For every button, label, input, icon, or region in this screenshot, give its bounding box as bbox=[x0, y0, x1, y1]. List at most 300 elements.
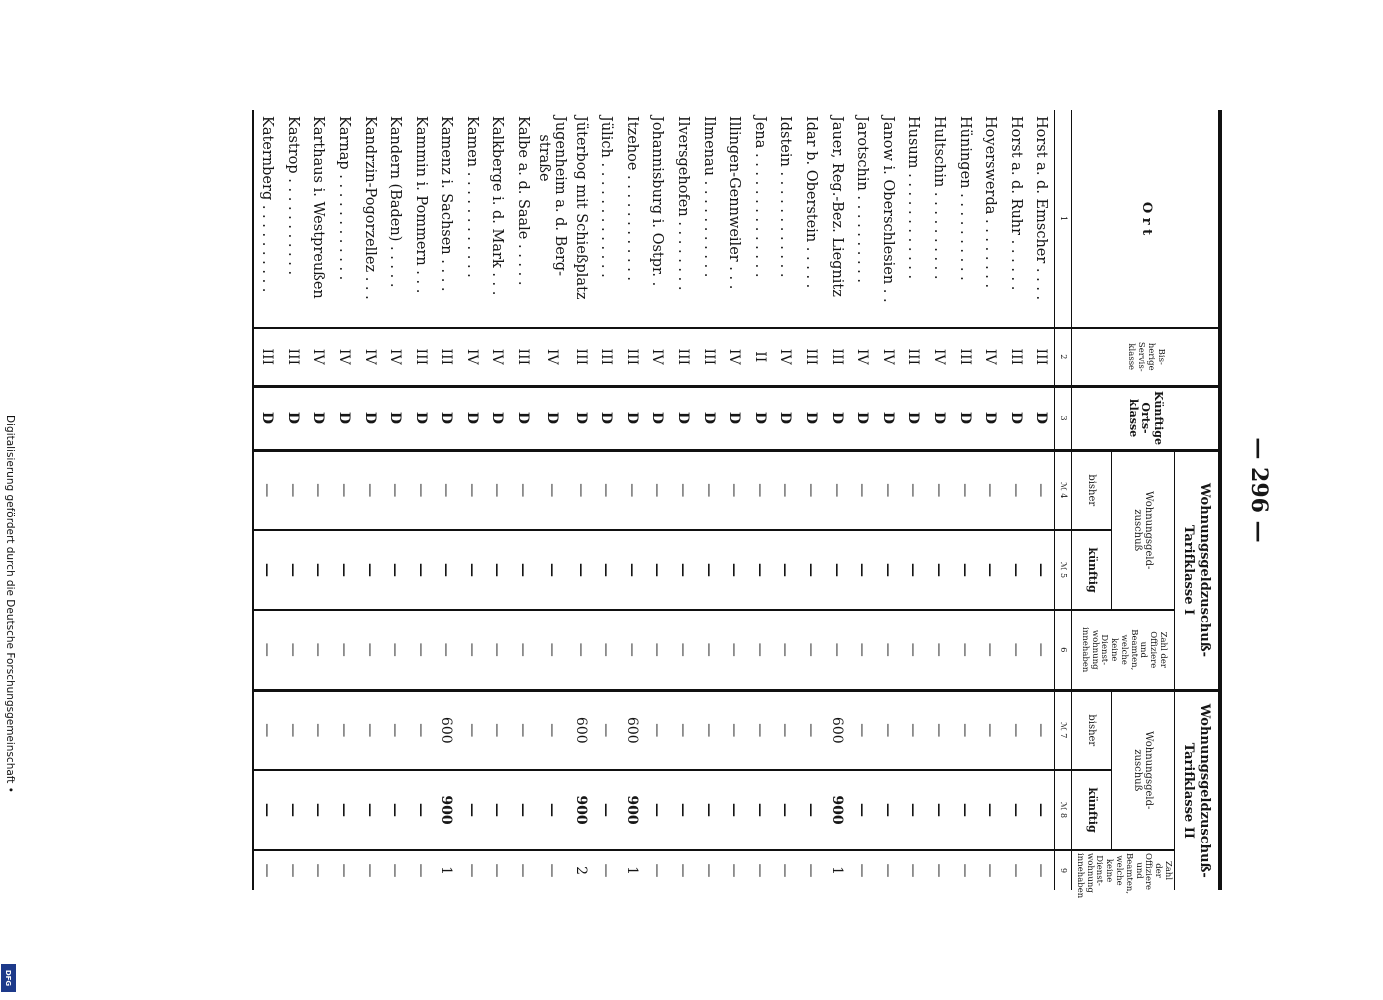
t1-kuenftig-cell: — bbox=[510, 530, 536, 610]
colnum-5 bbox=[1055, 530, 1072, 610]
t1-zahl-cell: — bbox=[536, 610, 568, 690]
bisherige-klasse-cell: IV bbox=[459, 328, 485, 386]
t2-bisher-cell: — bbox=[773, 690, 799, 770]
t1-zahl-cell: — bbox=[593, 610, 619, 690]
t1-zahl-cell: — bbox=[952, 610, 978, 690]
ort-cell: Hüningen . . . . . . . . . . bbox=[956, 116, 973, 281]
unit-label: ℳ bbox=[1058, 482, 1068, 491]
table-row bbox=[280, 110, 306, 890]
page-number: — 296 — bbox=[1246, 437, 1272, 543]
bisherige-klasse-cell: IV bbox=[773, 328, 799, 386]
t2-zahl-cell: — bbox=[306, 850, 332, 890]
header-t1-kuenftig: künftig bbox=[1072, 530, 1112, 610]
t2-bisher-cell: 600 bbox=[434, 690, 460, 770]
t2-kuenftig-cell: — bbox=[382, 770, 408, 850]
t2-bisher-cell: — bbox=[253, 690, 280, 770]
t2-kuenftig-cell: — bbox=[952, 770, 978, 850]
ort-cell: Jena . . . . . . . . . . . . . . bbox=[751, 116, 768, 278]
t1-zahl-cell: — bbox=[670, 610, 696, 690]
t2-zahl-cell: 1 bbox=[824, 850, 850, 890]
table-row bbox=[253, 110, 280, 890]
ort-cell: Karthaus i. Westpreußen bbox=[310, 116, 327, 299]
bisherige-klasse-cell: III bbox=[408, 328, 434, 386]
colnum-7-text: 7 bbox=[1058, 733, 1068, 739]
colnum-5-text: 5 bbox=[1058, 573, 1068, 579]
t2-zahl-cell: — bbox=[952, 850, 978, 890]
t2-kuenftig-cell: — bbox=[696, 770, 722, 850]
t1-bisher-cell: — bbox=[253, 450, 280, 530]
t1-kuenftig-cell: — bbox=[773, 530, 799, 610]
bisherige-klasse-cell: IV bbox=[721, 328, 747, 386]
t1-bisher-cell: — bbox=[459, 450, 485, 530]
kuenftige-klasse-cell: D bbox=[747, 386, 773, 450]
kuenftige-klasse-cell: D bbox=[331, 386, 357, 450]
header-t2-bisher: bisher bbox=[1072, 690, 1112, 770]
t1-kuenftig-cell: — bbox=[977, 530, 1003, 610]
kuenftige-klasse-cell: D bbox=[901, 386, 927, 450]
t2-kuenftig-cell: — bbox=[798, 770, 824, 850]
t1-bisher-cell: — bbox=[696, 450, 722, 530]
table-row bbox=[773, 110, 799, 890]
t2-kuenftig-cell: — bbox=[901, 770, 927, 850]
kuenftige-klasse-cell: D bbox=[253, 386, 280, 450]
colnum-1: 1 bbox=[1055, 110, 1072, 328]
table-body bbox=[253, 110, 1054, 890]
t2-bisher-cell: — bbox=[536, 690, 568, 770]
ort-cell: Kammin i. Pommern . . . bbox=[412, 116, 429, 294]
t1-zahl-cell: — bbox=[645, 610, 671, 690]
t2-bisher-cell: — bbox=[1003, 690, 1029, 770]
ort-cell: Idstein . . . . . . . . . . . . bbox=[777, 116, 794, 278]
t2-zahl-cell: — bbox=[798, 850, 824, 890]
t1-kuenftig-cell: — bbox=[1029, 530, 1055, 610]
bisherige-klasse-cell: IV bbox=[875, 328, 901, 386]
t2-bisher-cell: — bbox=[459, 690, 485, 770]
t1-kuenftig-cell: — bbox=[382, 530, 408, 610]
t2-kuenftig-cell: 900 bbox=[568, 770, 594, 850]
t1-zahl-cell: — bbox=[824, 610, 850, 690]
t1-bisher-cell: — bbox=[357, 450, 383, 530]
header-t2-kuenftig: künftig bbox=[1072, 770, 1112, 850]
t2-zahl-cell: — bbox=[357, 850, 383, 890]
t2-bisher-cell: — bbox=[670, 690, 696, 770]
ort-cell: Janow i. Oberschlesien . . bbox=[879, 116, 896, 303]
ort-cell: Jülich . . . . . . . . . . . . . bbox=[598, 116, 615, 278]
t1-zahl-cell: — bbox=[721, 610, 747, 690]
t2-kuenftig-cell: — bbox=[747, 770, 773, 850]
t2-bisher-cell: — bbox=[485, 690, 511, 770]
t2-kuenftig-cell: — bbox=[593, 770, 619, 850]
kuenftige-klasse-cell: D bbox=[824, 386, 850, 450]
ort-cell: Jarotschin . . . . . . . . . . bbox=[854, 116, 871, 284]
colnum-7 bbox=[1055, 690, 1072, 770]
t1-bisher-cell: — bbox=[280, 450, 306, 530]
ort-cell: Kandrzin-Pogorzellez . . . bbox=[361, 116, 378, 300]
header-t1-wohnungsgeld: Wohnungsgeld- zuschuß bbox=[1111, 450, 1174, 610]
bisherige-klasse-cell: III bbox=[798, 328, 824, 386]
kuenftige-klasse-cell: D bbox=[306, 386, 332, 450]
table-row bbox=[382, 110, 408, 890]
t1-zahl-cell: — bbox=[485, 610, 511, 690]
kuenftige-klasse-cell: D bbox=[510, 386, 536, 450]
t1-zahl-cell: — bbox=[926, 610, 952, 690]
bisherige-klasse-cell: III bbox=[619, 328, 645, 386]
t1-zahl-cell: — bbox=[280, 610, 306, 690]
t1-kuenftig-cell: — bbox=[721, 530, 747, 610]
t2-kuenftig-cell: — bbox=[645, 770, 671, 850]
ort-cell: Karnap . . . . . . . . . . . . bbox=[335, 116, 352, 281]
header-t2-wohnungsgeld: Wohnungsgeld- zuschuß bbox=[1111, 690, 1174, 850]
kuenftige-klasse-cell: D bbox=[357, 386, 383, 450]
kuenftige-klasse-cell: D bbox=[536, 386, 568, 450]
t1-bisher-cell: — bbox=[798, 450, 824, 530]
ort-cell: Kastrop . . . . . . . . . . . bbox=[284, 116, 301, 276]
kuenftige-klasse-cell: D bbox=[849, 386, 875, 450]
ort-cell: Kalbe a. d. Saale . . . . . bbox=[515, 116, 532, 286]
t1-bisher-cell: — bbox=[536, 450, 568, 530]
ort-cell: Johannisburg i. Ostpr. . bbox=[649, 116, 666, 287]
t1-zahl-cell: — bbox=[382, 610, 408, 690]
t2-kuenftig-cell: — bbox=[1003, 770, 1029, 850]
bisherige-klasse-cell: III bbox=[253, 328, 280, 386]
t1-bisher-cell: — bbox=[670, 450, 696, 530]
bisherige-klasse-cell: III bbox=[670, 328, 696, 386]
ort-cell: Katernberg . . . . . . . . . . bbox=[259, 116, 276, 293]
t1-kuenftig-cell: — bbox=[619, 530, 645, 610]
t1-bisher-cell: — bbox=[901, 450, 927, 530]
bisherige-klasse-cell: III bbox=[1003, 328, 1029, 386]
t1-bisher-cell: — bbox=[1003, 450, 1029, 530]
table-row bbox=[593, 110, 619, 890]
t1-zahl-cell: — bbox=[408, 610, 434, 690]
t1-bisher-cell: — bbox=[1029, 450, 1055, 530]
kuenftige-klasse-cell: D bbox=[875, 386, 901, 450]
t2-bisher-cell: — bbox=[875, 690, 901, 770]
bisherige-klasse-cell: IV bbox=[849, 328, 875, 386]
table-row bbox=[1029, 110, 1055, 890]
t1-bisher-cell: — bbox=[331, 450, 357, 530]
kuenftige-klasse-cell: D bbox=[670, 386, 696, 450]
table-row bbox=[747, 110, 773, 890]
kuenftige-klasse-cell: D bbox=[593, 386, 619, 450]
bisherige-klasse-cell: III bbox=[824, 328, 850, 386]
t2-zahl-cell: — bbox=[645, 850, 671, 890]
bisherige-klasse-cell: II bbox=[747, 328, 773, 386]
header-t1-zahl: Zahl der Offiziere und Beamten, welche keine Dienst- wohnung innehaben bbox=[1072, 610, 1175, 690]
kuenftige-klasse-cell: D bbox=[408, 386, 434, 450]
t2-bisher-cell: — bbox=[798, 690, 824, 770]
t1-zahl-cell: — bbox=[619, 610, 645, 690]
t2-kuenftig-cell: — bbox=[977, 770, 1003, 850]
t1-kuenftig-cell: — bbox=[280, 530, 306, 610]
t1-bisher-cell: — bbox=[773, 450, 799, 530]
side-credit-text: Digitalisierung gefördert durch die Deutsche Forschungsgemeinschaft • bbox=[4, 415, 16, 793]
t1-zahl-cell: — bbox=[568, 610, 594, 690]
table-row bbox=[901, 110, 927, 890]
t2-kuenftig-cell: — bbox=[357, 770, 383, 850]
bisherige-klasse-cell: III bbox=[1029, 328, 1055, 386]
bisherige-klasse-cell: III bbox=[696, 328, 722, 386]
t2-kuenftig-cell: — bbox=[773, 770, 799, 850]
table-row bbox=[696, 110, 722, 890]
t2-bisher-cell: — bbox=[331, 690, 357, 770]
t2-bisher-cell: — bbox=[952, 690, 978, 770]
table-row bbox=[875, 110, 901, 890]
t2-zahl-cell: 1 bbox=[434, 850, 460, 890]
ort-cell: Ilversgehofen . . . . . . . . bbox=[675, 116, 692, 291]
bisherige-klasse-cell: III bbox=[952, 328, 978, 386]
t1-bisher-cell: — bbox=[619, 450, 645, 530]
header-tarifklasse-1: Wohnungsgeldzuschuß- Tarifklasse I bbox=[1174, 450, 1220, 690]
bisherige-klasse-cell: IV bbox=[485, 328, 511, 386]
t2-zahl-cell: — bbox=[926, 850, 952, 890]
table-row bbox=[645, 110, 671, 890]
t1-zahl-cell: — bbox=[510, 610, 536, 690]
t2-kuenftig-cell: — bbox=[875, 770, 901, 850]
kuenftige-klasse-cell: D bbox=[280, 386, 306, 450]
unit-label: ℳ bbox=[1058, 801, 1068, 811]
t2-zahl-cell: — bbox=[1029, 850, 1055, 890]
ort-cell: Hultschin . . . . . . . . . . bbox=[930, 116, 947, 280]
t2-kuenftig-cell: — bbox=[670, 770, 696, 850]
t2-zahl-cell: — bbox=[977, 850, 1003, 890]
t1-bisher-cell: — bbox=[977, 450, 1003, 530]
t1-zahl-cell: — bbox=[901, 610, 927, 690]
table-row bbox=[798, 110, 824, 890]
table-row bbox=[306, 110, 332, 890]
colnum-4-text: 4 bbox=[1058, 493, 1068, 499]
t1-zahl-cell: — bbox=[434, 610, 460, 690]
table-row bbox=[926, 110, 952, 890]
t2-zahl-cell: — bbox=[510, 850, 536, 890]
ort-cell: Jauer, Reg.-Bez. Liegnitz bbox=[828, 116, 845, 297]
t1-zahl-cell: — bbox=[1029, 610, 1055, 690]
table-row bbox=[849, 110, 875, 890]
t2-zahl-cell: — bbox=[253, 850, 280, 890]
t1-kuenftig-cell: — bbox=[1003, 530, 1029, 610]
ort-cell: Jugenheim a. d. Berg- straße bbox=[535, 116, 568, 276]
header-ort: O r t bbox=[1072, 110, 1220, 328]
t2-zahl-cell: — bbox=[408, 850, 434, 890]
table-row bbox=[619, 110, 645, 890]
bisherige-klasse-cell: III bbox=[510, 328, 536, 386]
t1-bisher-cell: — bbox=[306, 450, 332, 530]
header-t2-zahl: Zahl der Offiziere und Beamten, welche keine Dienst- wohnung innehaben bbox=[1072, 850, 1175, 890]
unit-label: ℳ bbox=[1058, 722, 1068, 731]
t2-bisher-cell: — bbox=[306, 690, 332, 770]
t1-kuenftig-cell: — bbox=[306, 530, 332, 610]
table-row bbox=[977, 110, 1003, 890]
t2-bisher-cell: — bbox=[593, 690, 619, 770]
kuenftige-klasse-cell: D bbox=[459, 386, 485, 450]
t2-zahl-cell: — bbox=[773, 850, 799, 890]
t1-kuenftig-cell: — bbox=[747, 530, 773, 610]
kuenftige-klasse-cell: D bbox=[952, 386, 978, 450]
table-row bbox=[510, 110, 536, 890]
t2-zahl-cell: — bbox=[670, 850, 696, 890]
t1-bisher-cell: — bbox=[952, 450, 978, 530]
ort-cell: Kandern (Baden) . . . . . bbox=[387, 116, 404, 288]
kuenftige-klasse-cell: D bbox=[619, 386, 645, 450]
bisherige-klasse-cell: III bbox=[901, 328, 927, 386]
t1-kuenftig-cell: — bbox=[331, 530, 357, 610]
bisherige-klasse-cell: IV bbox=[536, 328, 568, 386]
colnum-8-text: 8 bbox=[1058, 813, 1068, 819]
t2-zahl-cell: — bbox=[459, 850, 485, 890]
bisherige-klasse-cell: III bbox=[568, 328, 594, 386]
side-credit bbox=[0, 0, 18, 1000]
t2-zahl-cell: 1 bbox=[619, 850, 645, 890]
t1-kuenftig-cell: — bbox=[357, 530, 383, 610]
t2-bisher-cell: — bbox=[901, 690, 927, 770]
table-row bbox=[952, 110, 978, 890]
table-row bbox=[1003, 110, 1029, 890]
table-row bbox=[485, 110, 511, 890]
t1-kuenftig-cell: — bbox=[485, 530, 511, 610]
t2-bisher-cell: — bbox=[408, 690, 434, 770]
t2-bisher-cell: — bbox=[645, 690, 671, 770]
t2-zahl-cell: — bbox=[696, 850, 722, 890]
t1-bisher-cell: — bbox=[926, 450, 952, 530]
t1-bisher-cell: — bbox=[382, 450, 408, 530]
t2-bisher-cell: — bbox=[357, 690, 383, 770]
t2-bisher-cell: — bbox=[977, 690, 1003, 770]
t2-kuenftig-cell: — bbox=[280, 770, 306, 850]
colnum-4 bbox=[1055, 450, 1072, 530]
kuenftige-klasse-cell: D bbox=[1003, 386, 1029, 450]
kuenftige-klasse-cell: D bbox=[798, 386, 824, 450]
kuenftige-klasse-cell: D bbox=[1029, 386, 1055, 450]
t2-kuenftig-cell: 900 bbox=[824, 770, 850, 850]
colnum-3: 3 bbox=[1055, 386, 1072, 450]
t2-zahl-cell: — bbox=[331, 850, 357, 890]
t2-zahl-cell: — bbox=[747, 850, 773, 890]
t2-kuenftig-cell: — bbox=[926, 770, 952, 850]
rotated-page bbox=[208, 80, 1308, 900]
t2-bisher-cell: — bbox=[696, 690, 722, 770]
ort-cell: Jüterbog mit Schießplatz bbox=[572, 116, 589, 300]
t1-zahl-cell: — bbox=[357, 610, 383, 690]
t2-zahl-cell: — bbox=[485, 850, 511, 890]
ort-cell: Horst a. d. Ruhr . . . . . . bbox=[1007, 116, 1024, 291]
t2-bisher-cell: 600 bbox=[568, 690, 594, 770]
t1-bisher-cell: — bbox=[849, 450, 875, 530]
t1-kuenftig-cell: — bbox=[901, 530, 927, 610]
t2-bisher-cell: — bbox=[382, 690, 408, 770]
t1-kuenftig-cell: — bbox=[926, 530, 952, 610]
t1-zahl-cell: — bbox=[875, 610, 901, 690]
t1-kuenftig-cell: — bbox=[824, 530, 850, 610]
bisherige-klasse-cell: IV bbox=[645, 328, 671, 386]
t2-kuenftig-cell: — bbox=[485, 770, 511, 850]
bisherige-klasse-cell: IV bbox=[926, 328, 952, 386]
ort-cell: Horst a. d. Emscher . . . . bbox=[1033, 116, 1050, 301]
t2-zahl-cell: — bbox=[849, 850, 875, 890]
kuenftige-klasse-cell: D bbox=[645, 386, 671, 450]
t1-bisher-cell: — bbox=[593, 450, 619, 530]
t2-kuenftig-cell: — bbox=[721, 770, 747, 850]
t1-kuenftig-cell: — bbox=[670, 530, 696, 610]
t1-bisher-cell: — bbox=[645, 450, 671, 530]
table-row bbox=[721, 110, 747, 890]
t1-bisher-cell: — bbox=[747, 450, 773, 530]
t2-zahl-cell: — bbox=[593, 850, 619, 890]
t1-bisher-cell: — bbox=[510, 450, 536, 530]
t1-bisher-cell: — bbox=[824, 450, 850, 530]
bisherige-klasse-cell: III bbox=[280, 328, 306, 386]
ort-cell: Husum . . . . . . . . . . . . bbox=[905, 116, 922, 280]
t2-zahl-cell: — bbox=[382, 850, 408, 890]
t2-kuenftig-cell: 900 bbox=[619, 770, 645, 850]
table-header bbox=[1055, 110, 1220, 899]
t2-bisher-cell: — bbox=[926, 690, 952, 770]
ort-cell: Illingen-Gennweiler . . . bbox=[726, 116, 743, 290]
header-bisherige-klasse: Bis- herige Servis- klasse bbox=[1072, 328, 1220, 386]
ort-cell: Kamenz i. Sachsen . . . . bbox=[438, 116, 455, 292]
ort-cell: Itzehoe . . . . . . . . . . . . bbox=[623, 116, 640, 282]
t1-zahl-cell: — bbox=[253, 610, 280, 690]
t2-kuenftig-cell: — bbox=[536, 770, 568, 850]
t1-kuenftig-cell: — bbox=[253, 530, 280, 610]
table-row bbox=[408, 110, 434, 890]
t2-zahl-cell: — bbox=[875, 850, 901, 890]
ort-cell: Kalkberge i. d. Mark . . . bbox=[489, 116, 506, 296]
kuenftige-klasse-cell: D bbox=[977, 386, 1003, 450]
ortsklassen-table bbox=[252, 110, 1222, 899]
t1-kuenftig-cell: — bbox=[645, 530, 671, 610]
bisherige-klasse-cell: III bbox=[434, 328, 460, 386]
t1-bisher-cell: — bbox=[721, 450, 747, 530]
kuenftige-klasse-cell: D bbox=[773, 386, 799, 450]
t1-zahl-cell: — bbox=[798, 610, 824, 690]
kuenftige-klasse-cell: D bbox=[382, 386, 408, 450]
bisherige-klasse-cell: IV bbox=[306, 328, 332, 386]
t2-zahl-cell: — bbox=[1003, 850, 1029, 890]
table-row bbox=[459, 110, 485, 890]
t1-bisher-cell: — bbox=[434, 450, 460, 530]
t2-kuenftig-cell: — bbox=[331, 770, 357, 850]
t2-zahl-cell: — bbox=[901, 850, 927, 890]
t2-bisher-cell: — bbox=[280, 690, 306, 770]
t2-bisher-cell: — bbox=[721, 690, 747, 770]
page-content bbox=[208, 80, 1308, 900]
t1-kuenftig-cell: — bbox=[798, 530, 824, 610]
t2-kuenftig-cell: — bbox=[253, 770, 280, 850]
colnum-6: 6 bbox=[1055, 610, 1072, 690]
t2-bisher-cell: — bbox=[1029, 690, 1055, 770]
colnum-9: 9 bbox=[1055, 850, 1072, 890]
t1-kuenftig-cell: — bbox=[875, 530, 901, 610]
table-row bbox=[568, 110, 594, 890]
t1-kuenftig-cell: — bbox=[849, 530, 875, 610]
t2-bisher-cell: 600 bbox=[619, 690, 645, 770]
dfg-logo bbox=[1, 964, 16, 992]
t2-zahl-cell: — bbox=[536, 850, 568, 890]
header-kuenftige-klasse: Künftige Orts- klasse bbox=[1072, 386, 1220, 450]
t1-kuenftig-cell: — bbox=[696, 530, 722, 610]
t2-kuenftig-cell: — bbox=[849, 770, 875, 850]
ort-cell: Kamen . . . . . . . . . . . . bbox=[463, 116, 480, 278]
dfg-logo-text: DFG bbox=[4, 969, 13, 987]
bisherige-klasse-cell: IV bbox=[357, 328, 383, 386]
t2-zahl-cell: 2 bbox=[568, 850, 594, 890]
table-row bbox=[331, 110, 357, 890]
header-tarifklasse-2: Wohnungsgeldzuschuß- Tarifklasse II bbox=[1174, 690, 1220, 890]
t1-bisher-cell: — bbox=[568, 450, 594, 530]
t2-zahl-cell: — bbox=[280, 850, 306, 890]
header-t1-bisher: bisher bbox=[1072, 450, 1112, 530]
t1-kuenftig-cell: — bbox=[459, 530, 485, 610]
